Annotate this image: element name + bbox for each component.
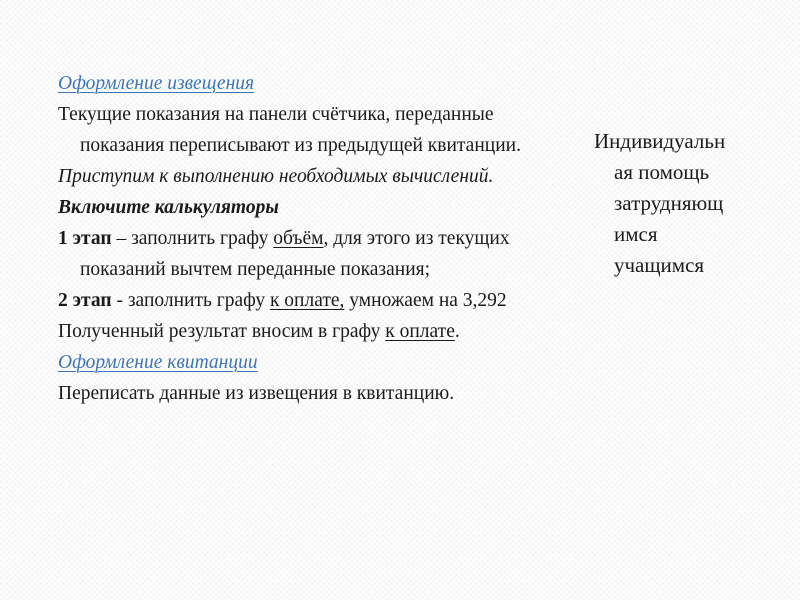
paragraph-step2: [58, 285, 578, 316]
side-note-line: Индивидуальн: [594, 129, 726, 153]
paragraph-calculators: Включите калькуляторы: [58, 197, 279, 218]
step1-volume: объём: [273, 228, 324, 249]
step2-text-a: - заполнить графу: [111, 290, 270, 311]
side-note: [594, 126, 776, 281]
paragraph-copy: Переписать данные из извещения в квитанцию.: [58, 383, 455, 404]
step2-payment: к оплате,: [269, 290, 345, 311]
heading-receipt-link[interactable]: Оформление квитанции: [58, 352, 258, 373]
result-text-b: .: [454, 321, 460, 342]
step2-text-b: умножаем на 3,292: [344, 290, 507, 311]
paragraph-step1: [58, 223, 578, 285]
side-note-line: учащимся: [614, 253, 705, 277]
result-text-a: Полученный результат вносим в графу: [58, 321, 386, 342]
heading-notice: [58, 68, 578, 99]
heading-notice-link[interactable]: Оформление извещения: [58, 73, 255, 94]
side-note-line: имся: [614, 222, 658, 246]
side-note-line: затрудняющ: [614, 191, 724, 215]
main-text-block: [58, 68, 578, 409]
result-payment: к оплате: [385, 321, 455, 342]
side-note-line: ая помощь: [614, 160, 710, 184]
paragraph-calculations: Приступим к выполнению необходимых вычислений.: [58, 166, 494, 187]
step1-text-a: – заполнить графу: [111, 228, 274, 249]
paragraph-readings: Текущие показания на панели счётчика, переданные показания переписывают из предыдущей квитанции.: [58, 104, 521, 156]
step2-label: 2 этап: [58, 290, 112, 311]
paragraph-result: [58, 316, 578, 347]
step1-label: 1 этап: [58, 228, 112, 249]
heading-receipt: [58, 347, 578, 378]
step1-text-b: , для этого из текущих показаний вычтем переданные показания;: [80, 228, 510, 280]
